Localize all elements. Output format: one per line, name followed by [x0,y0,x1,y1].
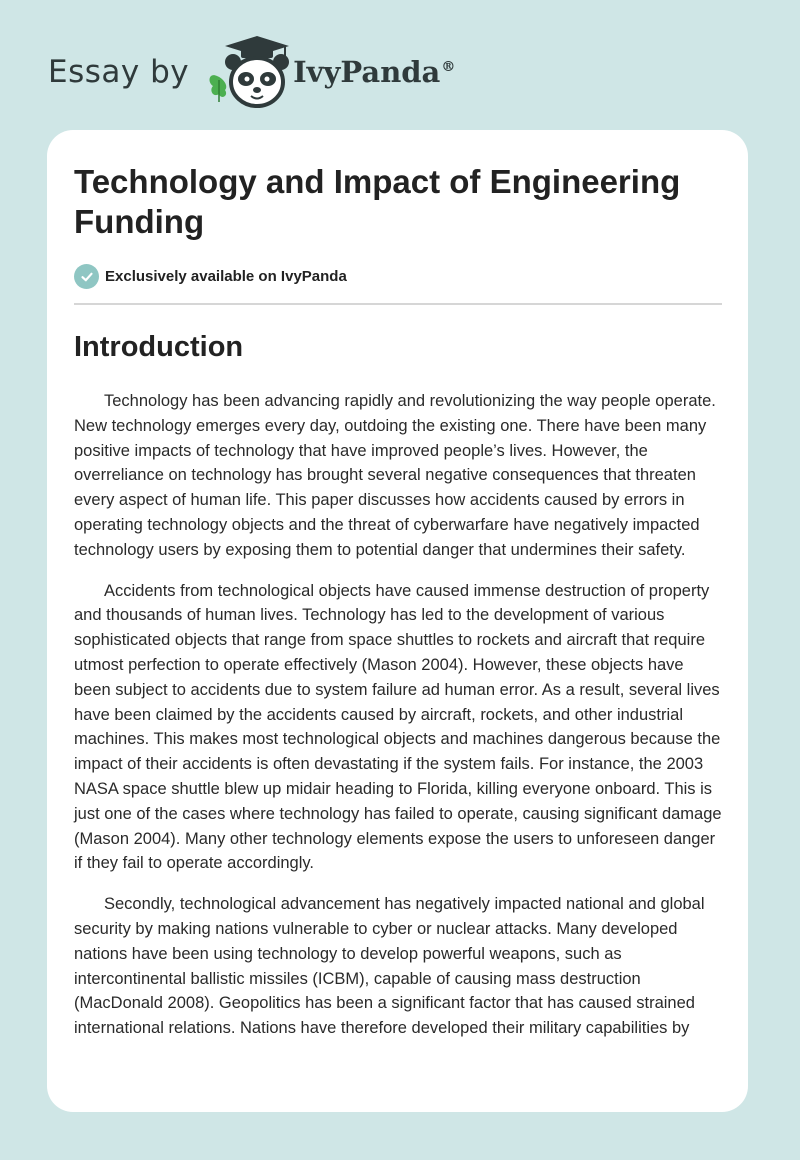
paragraph-2: Accidents from technological objects have caused immense destruction of property and thousands of human lives. Technology has led to the development of various sophisticated objects that range from space shuttles to rockets and aircraft that require utmost perfection to operate effectively (Mason 2004). However, these objects have been subject to accidents due to system failure ad human error. As a result, several lives have been claimed by the accidents caused by aircraft, rockets, and other industrial machines. This makes most technological objects and machines dangerous because the impact of their accidents is often devastating if the system fails. For instance, the 2003 NASA space shuttle blew up midair heading to Florida, killing everyone onboard. This is just one of the cases where technology has failed to operate, causing significant damage (Mason 2004). Many other technology elements expose the users to unforeseen danger if they fail to operate accordingly. [74,581,722,873]
paragraph-1: Technology has been advancing rapidly and revolutionizing the way people operate. New technology emerges every day, outdoing the existing one. There have been many positive impacts of technology that have improved people’s lives. However, the overreliance on technology has brought several negative consequences that threaten every aspect of human life. This paper discusses how accidents caused by errors in operating technology objects and the threat of cyberwarfare have negatively impacted technology users by exposing them to potential danger that undermines their safety. [74,392,716,559]
site-brand[interactable] [48,32,455,112]
essay-title: Technology and Impact of Engineering Funding [74,163,681,240]
divider [74,303,722,305]
brand-name: IvyPanda® [293,54,456,89]
section-heading: Introduction [74,331,244,363]
badge-text: Exclusively available on IvyPanda [105,268,347,285]
panda-mascot-icon [199,32,291,112]
registered-mark: ® [441,58,456,75]
essay-card [47,130,748,1112]
exclusive-badge [74,264,722,289]
brand-prefix: Essay by [48,53,190,90]
paragraph-3: Secondly, technological advancement has negatively impacted national and global security by making nations vulnerable to cyber or nuclear attacks. Many developed nations have been using technology to develop powerful weapons, such as intercontinental ballistic missiles (ICBM), capable of causing mass destruction (MacDonald 2008). Geopolitics has been a significant factor that has caused strained international relations. Nations have therefore developed their military capabilities by [74,895,705,1038]
check-icon [74,264,99,289]
